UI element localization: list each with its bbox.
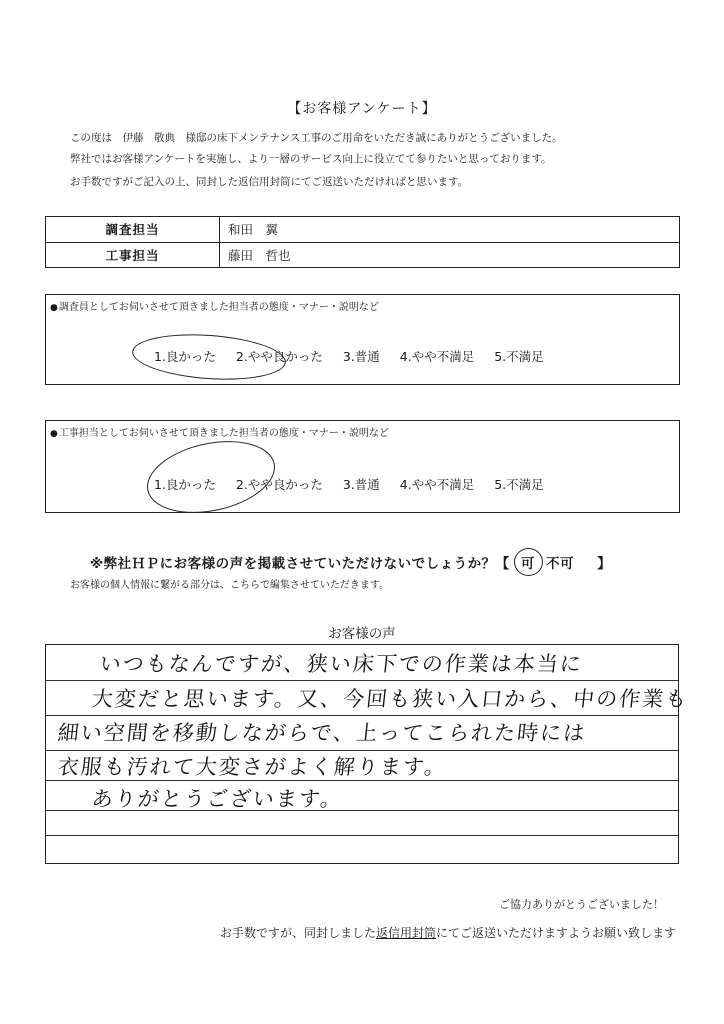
ruled-line: [46, 680, 678, 681]
rating-option[interactable]: 2.やや良かった: [235, 349, 323, 364]
handwritten-comment-line: 大変だと思います。又、今回も狭い入口から、中の作業も: [90, 687, 690, 711]
bullet-icon: ●: [50, 429, 58, 439]
rating-option[interactable]: 5.不満足: [494, 477, 544, 492]
staff-table: [45, 216, 680, 268]
rating-option[interactable]: 1.良かった: [154, 477, 216, 492]
publish-option-no[interactable]: 不可: [546, 556, 575, 572]
selected-circle-mark: [140, 430, 281, 524]
handwritten-comment-line: 衣服も汚れて大変さがよく解ります。: [56, 755, 449, 779]
rating-option[interactable]: 3.普通: [342, 349, 380, 364]
form-title: 【お客様アンケート】: [287, 101, 437, 117]
question-label: 工事担当としてお伺いさせて頂きました担当者の態度・マナー・説明など: [58, 428, 389, 439]
return-envelope-text: 返信用封筒: [375, 926, 436, 940]
selected-circle-mark: [514, 548, 543, 576]
rating-option[interactable]: 1.良かった: [154, 349, 216, 364]
handwritten-comment-line: いつもなんですが、狭い床下での作業は本当に: [98, 652, 585, 676]
thanks-message: ご協力ありがとうございました！: [499, 898, 664, 911]
intro-line: お手数ですがご記入の上、同封した返信用封筒にてご返送いただければと思います。: [70, 176, 469, 188]
work-staff-name: 藤田 哲也: [220, 242, 680, 268]
customer-voice-title: お客様の声: [328, 626, 396, 642]
handwritten-comment-line: ありがとうございます。: [90, 787, 345, 811]
survey-staff-name: 和田 翼: [220, 217, 680, 243]
question-box-survey: [45, 294, 680, 385]
question-box-work: [45, 420, 680, 513]
rating-option[interactable]: 4.やや不満足: [399, 477, 475, 492]
rating-option[interactable]: 2.やや良かった: [235, 477, 323, 492]
intro-line: この度は 伊藤 敬典 様邸の床下メンテナンス工事のご用命をいただき誠にありがとうございました。: [70, 132, 563, 144]
publish-question-text: ※弊社ＨＰにお客様の声を掲載させていただけないでしょうか？【: [90, 556, 510, 572]
rating-option[interactable]: 4.やや不満足: [399, 349, 475, 364]
handwritten-comment-line: 細い空間を移動しながらで、上ってこられた時には: [56, 721, 588, 745]
return-instruction: [220, 924, 676, 941]
rating-option[interactable]: 3.普通: [342, 477, 380, 492]
publish-permission-question: [90, 552, 611, 572]
question-label: 調査員としてお伺いさせて頂きました担当者の態度・マナー・説明など: [58, 302, 379, 313]
selected-circle-mark: [131, 330, 288, 385]
question-text: [50, 424, 389, 439]
intro-line: 弊社ではお客様アンケートを実施し、より一層のサービス向上に役立てて参りたいと思っております。: [70, 153, 552, 165]
publish-option-yes[interactable]: 可: [520, 556, 535, 572]
ruled-line: [46, 835, 678, 836]
rating-option[interactable]: 5.不満足: [494, 349, 544, 364]
publish-note: お客様の個人情報に繋がる部分は、こちらで編集させていただきます。: [70, 580, 390, 591]
footer-text: お手数ですが、同封しました: [219, 926, 376, 940]
bullet-icon: ●: [50, 303, 58, 313]
table-row: [46, 242, 680, 268]
publish-bracket-close: 】: [597, 556, 612, 572]
footer-text: にてご返送いただけますようお願い致します: [435, 926, 676, 940]
work-staff-label: 工事担当: [46, 242, 220, 268]
question-text: [50, 298, 379, 313]
survey-staff-label: 調査担当: [46, 217, 220, 243]
ruled-line: [46, 715, 678, 716]
table-row: [46, 217, 680, 243]
